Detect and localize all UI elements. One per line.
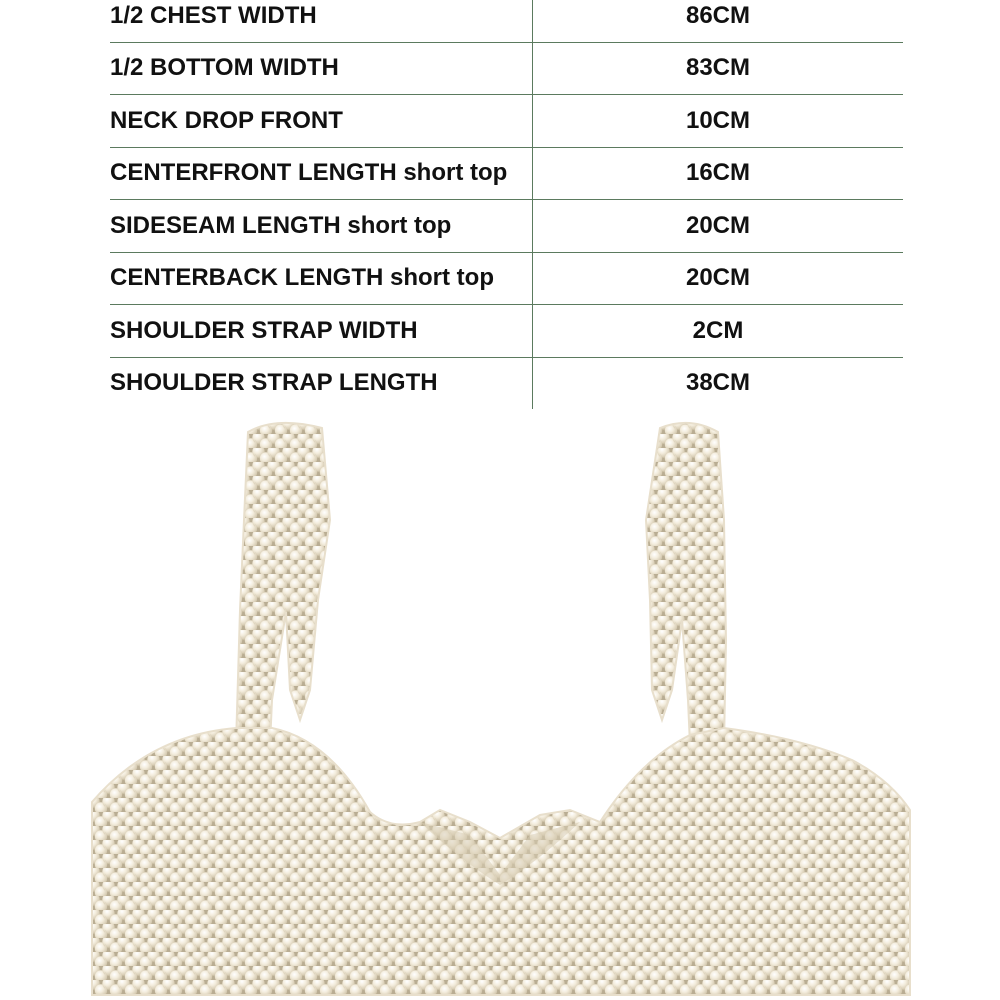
measurement-value: 20CM	[533, 200, 904, 253]
measurement-label: 1/2 CHEST WIDTH	[110, 0, 533, 42]
measurement-label: NECK DROP FRONT	[110, 95, 533, 148]
measurement-label: SHOULDER STRAP LENGTH	[110, 369, 438, 397]
measurement-value: 86CM	[533, 0, 904, 42]
measurement-value: 10CM	[533, 95, 904, 148]
table-row	[110, 147, 903, 200]
top-body	[92, 728, 910, 995]
measurement-value: 2CM	[533, 305, 904, 358]
measurement-label: CENTERBACK LENGTH short top	[110, 252, 533, 305]
measurement-value: 16CM	[533, 147, 904, 200]
measurement-label: CENTERFRONT LENGTH short top	[110, 147, 533, 200]
table-row	[110, 357, 903, 409]
measurement-value: 38CM	[533, 357, 904, 409]
measurement-value: 20CM	[533, 252, 904, 305]
measurement-label: 1/2 BOTTOM WIDTH	[110, 42, 533, 95]
right-shoulder-strap	[646, 423, 726, 745]
measurement-label: SHOULDER STRAP WIDTH	[110, 305, 533, 358]
measurement-label: SIDESEAM LENGTH short top	[110, 200, 533, 253]
pearl-crop-top-image	[0, 405, 1000, 1000]
table-row	[110, 305, 903, 358]
table-row	[110, 95, 903, 148]
size-chart-table	[110, 0, 903, 409]
table-row	[110, 42, 903, 95]
table-row	[110, 200, 903, 253]
measurement-value: 83CM	[533, 42, 904, 95]
table-row	[110, 0, 903, 42]
left-shoulder-strap	[236, 423, 330, 745]
table-row	[110, 252, 903, 305]
